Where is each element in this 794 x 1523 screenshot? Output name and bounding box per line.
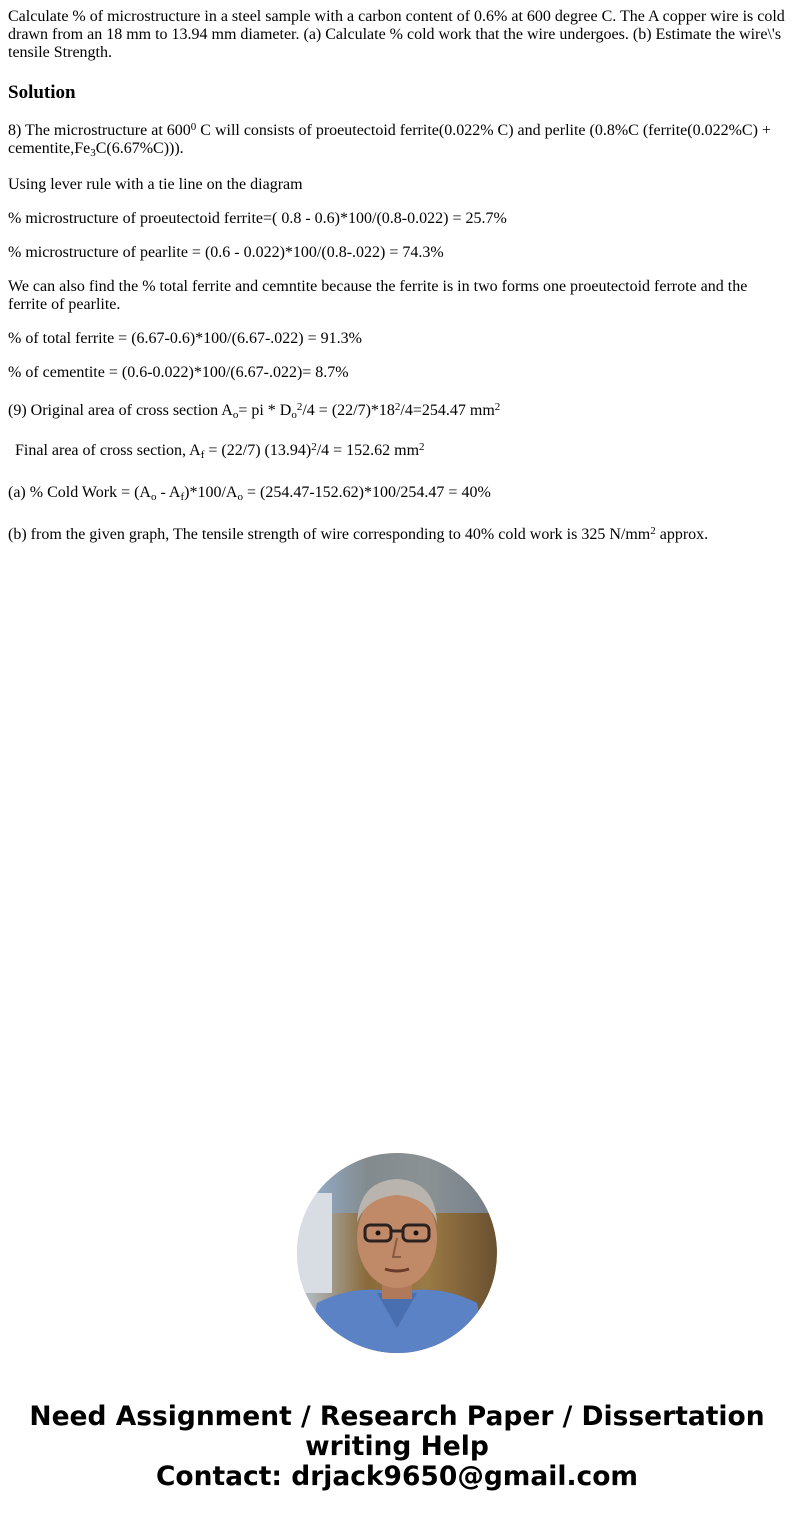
paragraph-original-area: (9) Original area of cross section $A_o=$ pi * $D_o^2/4 = (22/7)*18^2/4=254.47$ $mm^2$ bbox=[8, 400, 501, 422]
document-body bbox=[8, 8, 788, 560]
footer-contact-email: Contact: drjack9650@gmail.com bbox=[155, 1461, 639, 1492]
solution-heading: Solution bbox=[8, 82, 76, 103]
question-text: Calculate % of microstructure in a steel sample with a carbon content of 0.6% at 600 degree C. The A copper wire is cold drawn from an 18 mm to 13.94 mm diameter. (a) Calculate % cold work that the wire undergoes. (b) Estimate the wire\'s tensile Strength. bbox=[8, 8, 785, 61]
paragraph-proeutectoid-ferrite: % microstructure of proeutectoid ferrite=( 0.8 - 0.6)*100/(0.8-0.022) = 25.7% bbox=[8, 210, 507, 227]
paragraph-lever-rule: Using lever rule with a tie line on the diagram bbox=[8, 176, 303, 193]
paragraph-cold-work: (a) % Cold Work = $(A_o - A_f)*100/A_o = (254.47-152.62)*100/254.47 = 40\%$ bbox=[8, 484, 491, 504]
author-avatar bbox=[297, 1153, 497, 1353]
paragraph-total-ferrite: % of total ferrite = (6.67-0.6)*100/(6.67-.022) = 91.3% bbox=[8, 330, 362, 347]
footer-line-1: Need Assignment / Research Paper / Dissertation bbox=[29, 1401, 765, 1432]
paragraph-cementite: % of cementite = (0.6-0.022)*100/(6.67-.022)= 8.7% bbox=[8, 364, 349, 381]
author-portrait-image bbox=[297, 1153, 497, 1353]
paragraph-microstructure: 8) The microstructure at $600^0$ C will consists of proeutectoid ferrite(0.022% C) and perlite (0.8%C (ferrite(0.022%C) + $cementite,Fe_3C(6.67\%C)$)). bbox=[8, 120, 771, 160]
paragraph-total-ferrite-note: We can also find the % total ferrite and cemntite because the ferrite is in two forms one proeutectoid ferrote and the ferrite of pearlite. bbox=[8, 278, 748, 313]
footer-contact bbox=[0, 1402, 794, 1492]
paragraph-pearlite: % microstructure of pearlite = (0.6 - 0.022)*100/(0.8-.022) = 74.3% bbox=[8, 244, 444, 261]
paragraph-tensile-strength: (b) from the given graph, The tensile strength of wire corresponding to 40% cold work is 325 $N/mm^2$ approx. bbox=[8, 524, 709, 543]
footer-line-2: writing Help bbox=[305, 1431, 489, 1462]
paragraph-final-area: Final area of cross section, $A_f = (22/7) (13.94)^2/4 = 152.62$ $mm^2$ bbox=[15, 440, 425, 462]
